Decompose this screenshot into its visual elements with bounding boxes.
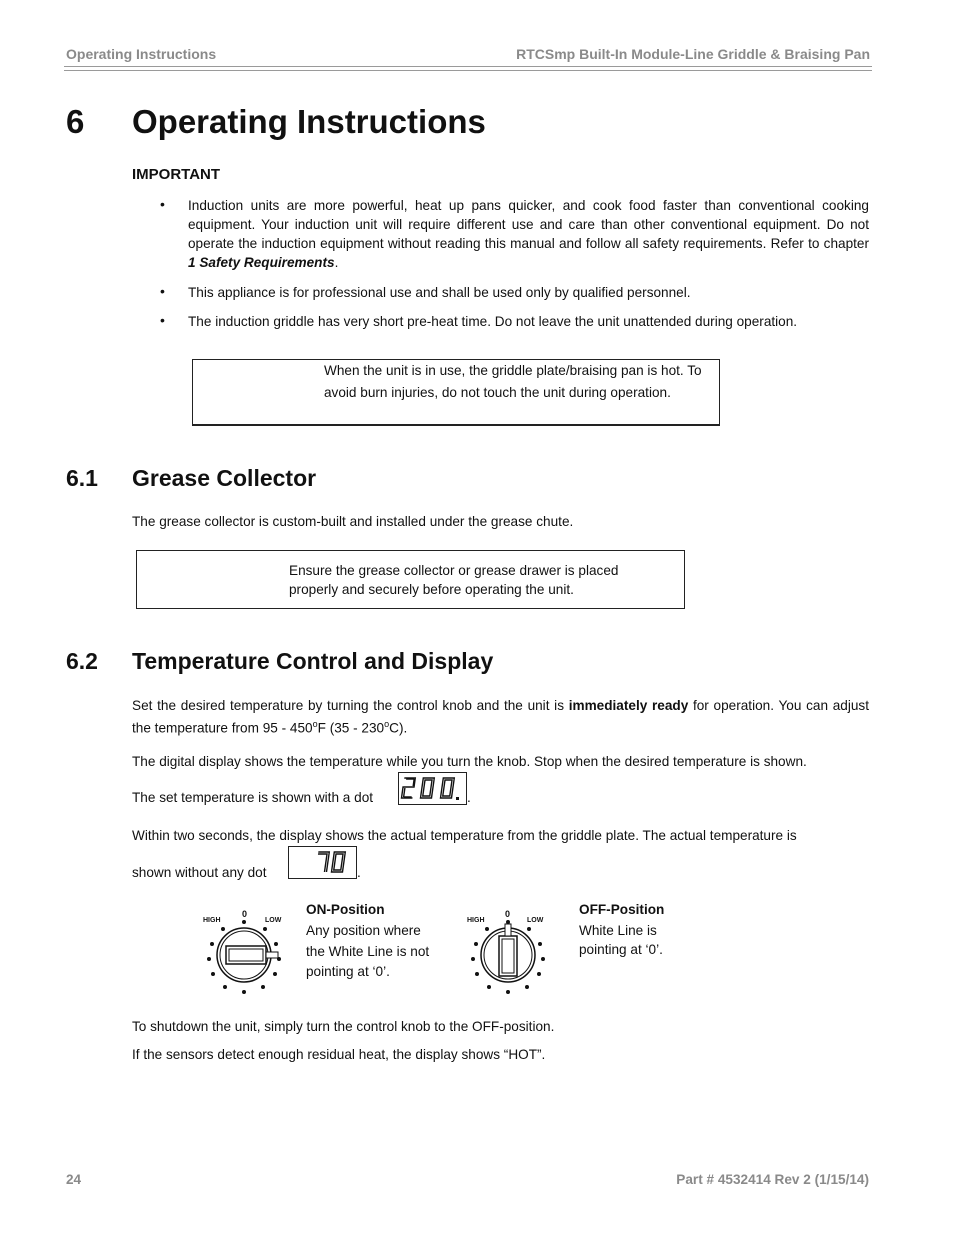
hot-warning-text: When the unit is in use, the griddle plate/braising pan is hot. To avoid burn injuries, do not touch the unit during operation.: [324, 363, 702, 400]
knob-on-zero-label: 0: [242, 909, 248, 919]
set-temp-text: The set temperature is shown with a dot: [132, 790, 374, 805]
important-bullet-1: [188, 196, 869, 272]
actual-temp-text-line1: Within two seconds, the display shows the actual temperature from the griddle plate. The actual temperature is: [132, 828, 797, 843]
bullet-marker: •: [160, 312, 165, 328]
knob-off-zero-label: 0: [505, 909, 511, 919]
grease-notice-text: Ensure the grease collector or grease drawer is placed properly and securely before operating the unit.: [289, 563, 619, 597]
on-position-title: ON-Position: [306, 902, 385, 917]
off-position-desc: White Line is pointing at ‘0’.: [579, 923, 663, 957]
section-6-1-number: 6.1: [66, 465, 98, 491]
on-position-desc: Any position where the White Line is not pointing at ‘0’.: [306, 923, 430, 979]
knob-off-high-label: HIGH: [467, 917, 485, 924]
part-number: Part # 4532414 Rev 2 (1/15/14): [676, 1172, 869, 1187]
section-6-2-number: 6.2: [66, 648, 98, 674]
shutdown-text: To shutdown the unit, simply turn the control knob to the OFF-position.: [132, 1019, 555, 1034]
running-header-left: Operating Instructions: [66, 46, 217, 62]
period: .: [467, 790, 471, 805]
important-heading: IMPORTANT: [132, 166, 221, 183]
hot-warning-box: [192, 359, 720, 426]
bullet-1-text: Induction units are more powerful, heat up pans quicker, and cook food faster than conventional cooking equipment. Your induction unit will require different use and care than other conventional equipment. Do not operate the induction equipment without reading this manual and follow all safety requirements. Refer to chapter: [188, 198, 869, 251]
section-6-2-title: Temperature Control and Display: [132, 648, 494, 674]
residual-heat-text: If the sensors detect enough residual heat, the display shows “HOT”.: [132, 1047, 546, 1062]
degree-sup: o: [384, 719, 390, 729]
actual-temp-text-line2: shown without any dot: [132, 865, 267, 880]
actual-temperature-display: [288, 846, 357, 879]
p1-text-c: F (35 - 230: [317, 720, 385, 736]
set-temperature-display: [398, 772, 467, 805]
bullet-marker: •: [160, 196, 165, 212]
chapter-number: 6: [66, 103, 85, 140]
knob-on-low-label: LOW: [265, 917, 282, 924]
knob-off-low-label: LOW: [527, 917, 544, 924]
off-position-title: OFF-Position: [579, 902, 665, 917]
important-bullet-3: The induction griddle has very short pre-heat time. Do not leave the unit unattended during operation.: [188, 314, 798, 329]
knob-on-high-label: HIGH: [203, 917, 221, 924]
section-6-1-title: Grease Collector: [132, 465, 317, 491]
header-rule: [64, 66, 872, 71]
grease-collector-text: The grease collector is custom-built and installed under the grease chute.: [132, 514, 574, 529]
chapter-title: Operating Instructions: [132, 103, 486, 140]
p1-text-b: for operation. You can adjust the temperature from 95 - 450: [132, 698, 869, 736]
safety-requirements-ref: 1 Safety Requirements: [188, 255, 335, 270]
period: .: [357, 865, 361, 880]
immediately-ready-emphasis: immediately ready: [568, 698, 689, 713]
grease-notice-box: [136, 550, 685, 609]
page-number: 24: [66, 1172, 82, 1187]
temperature-range-paragraph: [132, 696, 869, 738]
p1-text-a: Set the desired temperature by turning the control knob and the unit is: [132, 698, 569, 713]
lcd-70-no-dot: [289, 847, 355, 877]
display-paragraph: The digital display shows the temperature while you turn the knob. Stop when the desired temperature is shown.: [132, 754, 807, 769]
lcd-200-with-dot: [399, 773, 465, 803]
bullet-1-end: .: [334, 255, 339, 270]
p1-text-d: C).: [389, 720, 408, 736]
bullet-marker: •: [160, 283, 165, 299]
running-header-right: RTCSmp Built-In Module-Line Griddle & Braising Pan: [516, 46, 870, 62]
degree-sup: o: [312, 719, 318, 729]
important-bullet-2: This appliance is for professional use and shall be used only by qualified personnel.: [188, 285, 691, 300]
